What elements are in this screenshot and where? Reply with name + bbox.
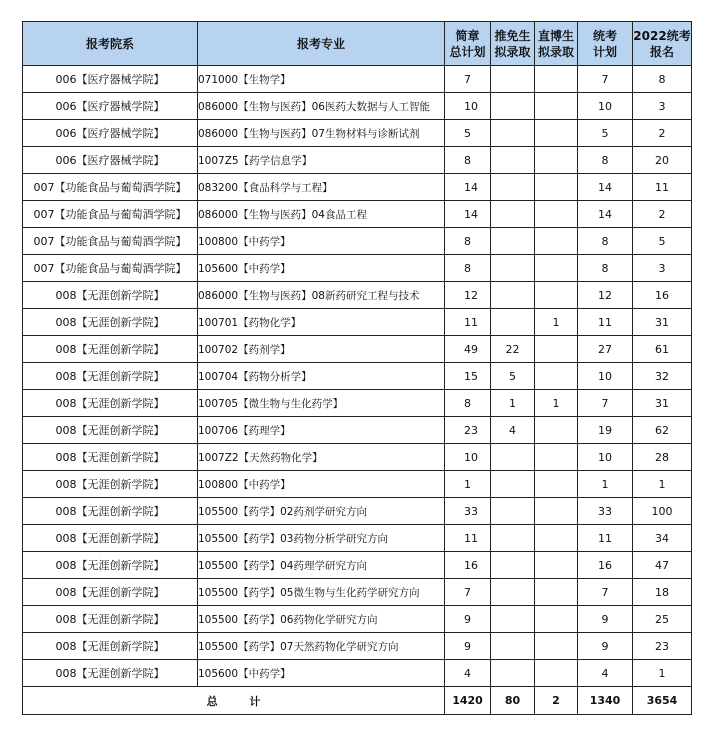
table-row (23, 444, 692, 471)
cell-major: 100702【药剂学】 (198, 336, 445, 363)
cell-brochure-plan: 1 (445, 471, 491, 498)
table-row (23, 471, 692, 498)
cell-applicants-2022: 2 (633, 120, 692, 147)
cell-applicants-2022: 62 (633, 417, 692, 444)
cell-dept: 007【功能食品与葡萄酒学院】 (23, 201, 198, 228)
cell-recommended (491, 498, 535, 525)
table-row (23, 174, 692, 201)
cell-exam-plan: 10 (578, 93, 633, 120)
cell-direct-phd (535, 255, 578, 282)
header-dept: 报考院系 (23, 22, 198, 66)
cell-direct-phd (535, 471, 578, 498)
cell-brochure-plan: 5 (445, 120, 491, 147)
cell-brochure-plan: 8 (445, 255, 491, 282)
cell-direct-phd (535, 93, 578, 120)
cell-applicants-2022: 25 (633, 606, 692, 633)
cell-major: 1007Z2【天然药物化学】 (198, 444, 445, 471)
cell-direct-phd (535, 525, 578, 552)
table-row (23, 201, 692, 228)
cell-brochure-plan: 16 (445, 552, 491, 579)
cell-exam-plan: 8 (578, 255, 633, 282)
total-exam-plan: 1340 (578, 687, 633, 715)
cell-direct-phd: 1 (535, 309, 578, 336)
cell-brochure-plan: 8 (445, 147, 491, 174)
cell-direct-phd (535, 66, 578, 93)
table-row (23, 228, 692, 255)
header-row (23, 22, 692, 66)
table-row (23, 390, 692, 417)
table-row (23, 552, 692, 579)
cell-applicants-2022: 31 (633, 309, 692, 336)
cell-recommended (491, 633, 535, 660)
table-row (23, 417, 692, 444)
cell-recommended (491, 444, 535, 471)
cell-major: 086000【生物与医药】06医药大数据与人工智能 (198, 93, 445, 120)
total-row (23, 687, 692, 715)
cell-major: 100704【药物分析学】 (198, 363, 445, 390)
cell-dept: 006【医疗器械学院】 (23, 120, 198, 147)
header-major: 报考专业 (198, 22, 445, 66)
cell-dept: 008【无涯创新学院】 (23, 579, 198, 606)
cell-direct-phd (535, 228, 578, 255)
cell-brochure-plan: 7 (445, 579, 491, 606)
cell-applicants-2022: 2 (633, 201, 692, 228)
cell-recommended (491, 93, 535, 120)
cell-dept: 008【无涯创新学院】 (23, 336, 198, 363)
cell-exam-plan: 9 (578, 633, 633, 660)
cell-dept: 008【无涯创新学院】 (23, 606, 198, 633)
cell-applicants-2022: 34 (633, 525, 692, 552)
cell-exam-plan: 7 (578, 579, 633, 606)
cell-dept: 007【功能食品与葡萄酒学院】 (23, 174, 198, 201)
cell-exam-plan: 8 (578, 147, 633, 174)
cell-dept: 008【无涯创新学院】 (23, 417, 198, 444)
cell-direct-phd (535, 606, 578, 633)
total-recommended: 80 (491, 687, 535, 715)
cell-exam-plan: 14 (578, 201, 633, 228)
cell-major: 100800【中药学】 (198, 471, 445, 498)
cell-dept: 008【无涯创新学院】 (23, 444, 198, 471)
cell-major: 086000【生物与医药】04食品工程 (198, 201, 445, 228)
cell-applicants-2022: 1 (633, 660, 692, 687)
table-row (23, 633, 692, 660)
cell-brochure-plan: 10 (445, 93, 491, 120)
cell-applicants-2022: 11 (633, 174, 692, 201)
table-row (23, 336, 692, 363)
cell-dept: 007【功能食品与葡萄酒学院】 (23, 255, 198, 282)
table-row (23, 309, 692, 336)
cell-recommended (491, 174, 535, 201)
cell-dept: 008【无涯创新学院】 (23, 552, 198, 579)
cell-major: 083200【食品科学与工程】 (198, 174, 445, 201)
cell-recommended (491, 147, 535, 174)
cell-exam-plan: 10 (578, 363, 633, 390)
cell-exam-plan: 8 (578, 228, 633, 255)
cell-dept: 006【医疗器械学院】 (23, 93, 198, 120)
cell-brochure-plan: 33 (445, 498, 491, 525)
table-row (23, 363, 692, 390)
cell-direct-phd (535, 417, 578, 444)
table-row (23, 255, 692, 282)
cell-direct-phd (535, 552, 578, 579)
cell-direct-phd (535, 201, 578, 228)
table-row (23, 282, 692, 309)
cell-major: 105600【中药学】 (198, 255, 445, 282)
cell-major: 105500【药学】05微生物与生化药学研究方向 (198, 579, 445, 606)
table-row (23, 93, 692, 120)
cell-recommended (491, 660, 535, 687)
table-row (23, 498, 692, 525)
table-row (23, 660, 692, 687)
cell-recommended (491, 309, 535, 336)
cell-major: 100705【微生物与生化药学】 (198, 390, 445, 417)
cell-major: 100706【药理学】 (198, 417, 445, 444)
cell-recommended (491, 606, 535, 633)
cell-direct-phd (535, 660, 578, 687)
cell-direct-phd (535, 120, 578, 147)
cell-direct-phd (535, 363, 578, 390)
cell-direct-phd (535, 579, 578, 606)
cell-brochure-plan: 23 (445, 417, 491, 444)
cell-major: 100800【中药学】 (198, 228, 445, 255)
cell-applicants-2022: 32 (633, 363, 692, 390)
cell-applicants-2022: 1 (633, 471, 692, 498)
cell-brochure-plan: 11 (445, 309, 491, 336)
total-applicants-2022: 3654 (633, 687, 692, 715)
cell-brochure-plan: 15 (445, 363, 491, 390)
table-row (23, 147, 692, 174)
cell-applicants-2022: 3 (633, 93, 692, 120)
cell-direct-phd (535, 336, 578, 363)
cell-direct-phd (535, 147, 578, 174)
cell-applicants-2022: 3 (633, 255, 692, 282)
cell-direct-phd (535, 498, 578, 525)
cell-dept: 008【无涯创新学院】 (23, 471, 198, 498)
cell-major: 105500【药学】04药理学研究方向 (198, 552, 445, 579)
cell-recommended: 22 (491, 336, 535, 363)
cell-brochure-plan: 11 (445, 525, 491, 552)
table-row (23, 525, 692, 552)
table-body (23, 66, 692, 687)
cell-recommended (491, 525, 535, 552)
cell-recommended (491, 228, 535, 255)
cell-exam-plan: 33 (578, 498, 633, 525)
cell-applicants-2022: 23 (633, 633, 692, 660)
cell-dept: 008【无涯创新学院】 (23, 309, 198, 336)
cell-applicants-2022: 28 (633, 444, 692, 471)
cell-recommended (491, 66, 535, 93)
cell-applicants-2022: 16 (633, 282, 692, 309)
cell-exam-plan: 1 (578, 471, 633, 498)
table-header (23, 22, 692, 66)
cell-applicants-2022: 8 (633, 66, 692, 93)
header-recommended: 推免生 拟录取 (491, 22, 535, 66)
total-direct-phd: 2 (535, 687, 578, 715)
cell-exam-plan: 4 (578, 660, 633, 687)
total-label: 总 计 (23, 687, 445, 715)
cell-brochure-plan: 4 (445, 660, 491, 687)
cell-major: 1007Z5【药学信息学】 (198, 147, 445, 174)
cell-dept: 006【医疗器械学院】 (23, 66, 198, 93)
cell-recommended: 5 (491, 363, 535, 390)
cell-major: 105500【药学】07天然药物化学研究方向 (198, 633, 445, 660)
cell-exam-plan: 11 (578, 309, 633, 336)
cell-recommended: 1 (491, 390, 535, 417)
cell-dept: 008【无涯创新学院】 (23, 282, 198, 309)
cell-direct-phd (535, 174, 578, 201)
cell-dept: 008【无涯创新学院】 (23, 633, 198, 660)
cell-recommended: 4 (491, 417, 535, 444)
cell-applicants-2022: 47 (633, 552, 692, 579)
cell-applicants-2022: 18 (633, 579, 692, 606)
cell-brochure-plan: 12 (445, 282, 491, 309)
cell-dept: 007【功能食品与葡萄酒学院】 (23, 228, 198, 255)
cell-recommended (491, 552, 535, 579)
cell-major: 105500【药学】03药物分析学研究方向 (198, 525, 445, 552)
cell-recommended (491, 471, 535, 498)
header-exam-plan: 统考 计划 (578, 22, 633, 66)
cell-brochure-plan: 10 (445, 444, 491, 471)
cell-applicants-2022: 100 (633, 498, 692, 525)
cell-brochure-plan: 14 (445, 201, 491, 228)
cell-exam-plan: 11 (578, 525, 633, 552)
cell-exam-plan: 7 (578, 390, 633, 417)
cell-dept: 008【无涯创新学院】 (23, 363, 198, 390)
cell-brochure-plan: 7 (445, 66, 491, 93)
cell-major: 100701【药物化学】 (198, 309, 445, 336)
cell-dept: 008【无涯创新学院】 (23, 525, 198, 552)
cell-exam-plan: 5 (578, 120, 633, 147)
table-row (23, 579, 692, 606)
cell-exam-plan: 10 (578, 444, 633, 471)
cell-recommended (491, 282, 535, 309)
cell-major: 071000【生物学】 (198, 66, 445, 93)
cell-major: 105600【中药学】 (198, 660, 445, 687)
cell-recommended (491, 201, 535, 228)
cell-recommended (491, 255, 535, 282)
cell-dept: 008【无涯创新学院】 (23, 660, 198, 687)
cell-direct-phd (535, 282, 578, 309)
cell-direct-phd (535, 633, 578, 660)
cell-brochure-plan: 8 (445, 390, 491, 417)
cell-recommended (491, 120, 535, 147)
cell-direct-phd: 1 (535, 390, 578, 417)
cell-exam-plan: 12 (578, 282, 633, 309)
table-row (23, 66, 692, 93)
admissions-table (22, 21, 692, 715)
cell-applicants-2022: 20 (633, 147, 692, 174)
cell-exam-plan: 19 (578, 417, 633, 444)
cell-exam-plan: 9 (578, 606, 633, 633)
cell-brochure-plan: 14 (445, 174, 491, 201)
cell-exam-plan: 16 (578, 552, 633, 579)
cell-dept: 008【无涯创新学院】 (23, 498, 198, 525)
cell-dept: 008【无涯创新学院】 (23, 390, 198, 417)
cell-direct-phd (535, 444, 578, 471)
cell-major: 086000【生物与医药】07生物材料与诊断试剂 (198, 120, 445, 147)
cell-dept: 006【医疗器械学院】 (23, 147, 198, 174)
header-brochure-plan: 简章 总计划 (445, 22, 491, 66)
cell-brochure-plan: 9 (445, 633, 491, 660)
cell-exam-plan: 7 (578, 66, 633, 93)
header-applicants-2022: 2022统考 报名 (633, 22, 692, 66)
cell-major: 105500【药学】02药剂学研究方向 (198, 498, 445, 525)
header-direct-phd: 直博生 拟录取 (535, 22, 578, 66)
cell-major: 105500【药学】06药物化学研究方向 (198, 606, 445, 633)
table-row (23, 120, 692, 147)
cell-brochure-plan: 9 (445, 606, 491, 633)
cell-brochure-plan: 49 (445, 336, 491, 363)
cell-recommended (491, 579, 535, 606)
total-brochure-plan: 1420 (445, 687, 491, 715)
table-row (23, 606, 692, 633)
cell-exam-plan: 27 (578, 336, 633, 363)
cell-brochure-plan: 8 (445, 228, 491, 255)
cell-exam-plan: 14 (578, 174, 633, 201)
cell-applicants-2022: 5 (633, 228, 692, 255)
cell-major: 086000【生物与医药】08新药研究工程与技术 (198, 282, 445, 309)
cell-applicants-2022: 31 (633, 390, 692, 417)
cell-applicants-2022: 61 (633, 336, 692, 363)
